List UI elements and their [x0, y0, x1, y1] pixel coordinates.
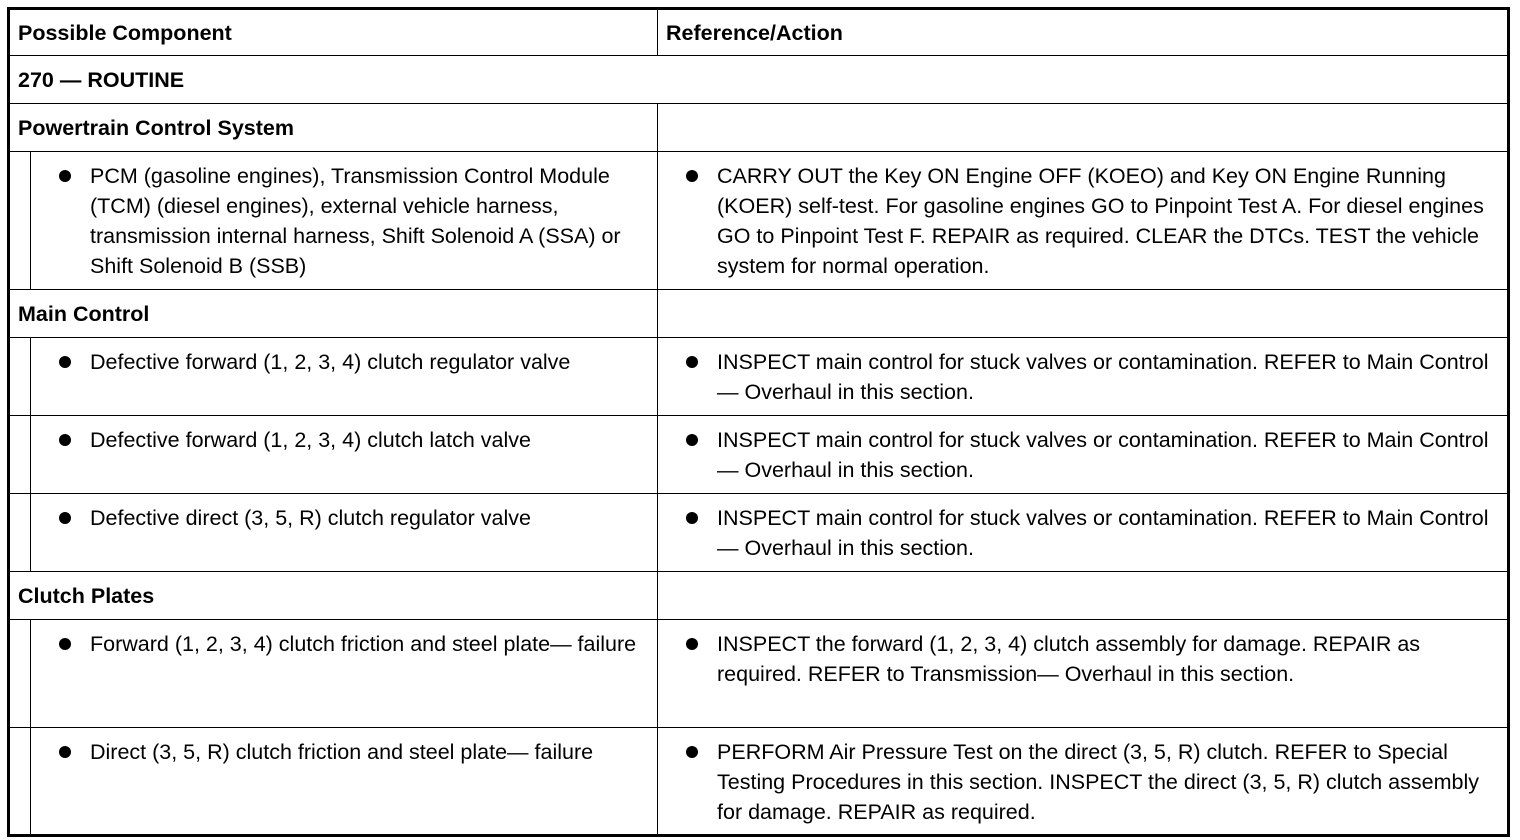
bullet-icon [686, 170, 698, 182]
indent-cell [9, 620, 31, 728]
routine-title: 270 — ROUTINE [9, 56, 1509, 104]
bullet-icon [59, 356, 71, 368]
section-row [9, 290, 1509, 338]
action-cell [658, 416, 1509, 494]
section-row [9, 572, 1509, 620]
diagnostic-table-container [7, 7, 1507, 832]
indent-cell [9, 728, 31, 836]
action-text: INSPECT main control for stuck valves or contamination. REFER to Main Control— Overhaul in this section. [717, 350, 1489, 404]
action-text: PERFORM Air Pressure Test on the direct (3, 5, R) clutch. REFER to Special Testing Procedures in this section. INSPECT the direct (3, 5, R) clutch assembly for damage. REPAIR as required. [717, 740, 1479, 824]
section-title: Clutch Plates [9, 572, 658, 620]
section-empty-cell [658, 572, 1509, 620]
action-cell [658, 338, 1509, 416]
section-title: Main Control [9, 290, 658, 338]
component-text: Defective direct (3, 5, R) clutch regulator valve [90, 506, 531, 530]
indent-cell [9, 416, 31, 494]
action-text: INSPECT main control for stuck valves or contamination. REFER to Main Control— Overhaul in this section. [717, 428, 1489, 482]
indent-cell [9, 338, 31, 416]
component-cell [31, 338, 658, 416]
table-row [9, 416, 1509, 494]
action-cell [658, 152, 1509, 290]
section-row [9, 104, 1509, 152]
bullet-icon [686, 356, 698, 368]
component-text: PCM (gasoline engines), Transmission Control Module (TCM) (diesel engines), external vehicle harness, transmission internal harness, Shift Solenoid A (SSA) or Shift Solenoid B (SSB) [90, 164, 621, 278]
component-text: Defective forward (1, 2, 3, 4) clutch latch valve [90, 428, 531, 452]
table-row [9, 728, 1509, 836]
bullet-icon [59, 746, 71, 758]
component-text: Direct (3, 5, R) clutch friction and steel plate— failure [90, 740, 594, 764]
header-component-label: Possible Component [18, 20, 232, 45]
component-cell [31, 494, 658, 572]
section-empty-cell [658, 290, 1509, 338]
title-row [9, 56, 1509, 104]
table-row [9, 620, 1509, 728]
component-text: Forward (1, 2, 3, 4) clutch friction and steel plate— failure [90, 632, 637, 656]
header-possible-component [9, 9, 658, 56]
section-title: Powertrain Control System [9, 104, 658, 152]
header-reference-label: Reference/Action [666, 20, 843, 45]
action-cell [658, 620, 1509, 728]
table-row [9, 152, 1509, 290]
table-row [9, 494, 1509, 572]
component-cell [31, 620, 658, 728]
component-text: Defective forward (1, 2, 3, 4) clutch regulator valve [90, 350, 571, 374]
action-cell [658, 494, 1509, 572]
diagnostic-table [7, 7, 1510, 837]
component-cell [31, 416, 658, 494]
bullet-icon [686, 512, 698, 524]
bullet-icon [59, 512, 71, 524]
table-row [9, 338, 1509, 416]
indent-cell [9, 494, 31, 572]
action-text: CARRY OUT the Key ON Engine OFF (KOEO) and Key ON Engine Running (KOER) self-test. For gasoline engines GO to Pinpoint Test A. For diesel engines GO to Pinpoint Test F. REPAIR as required. CLEAR the DTCs. TEST the vehicle system for normal operation. [717, 164, 1484, 278]
action-text: INSPECT the forward (1, 2, 3, 4) clutch assembly for damage. REPAIR as required. REFER to Transmission— Overhaul in this section. [717, 632, 1421, 686]
table-header-row [9, 9, 1509, 56]
indent-cell [9, 152, 31, 290]
action-cell [658, 728, 1509, 836]
component-cell [31, 728, 658, 836]
bullet-icon [686, 638, 698, 650]
component-cell [31, 152, 658, 290]
action-text: INSPECT main control for stuck valves or contamination. REFER to Main Control— Overhaul in this section. [717, 506, 1489, 560]
bullet-icon [59, 434, 71, 446]
section-empty-cell [658, 104, 1509, 152]
bullet-icon [686, 746, 698, 758]
bullet-icon [686, 434, 698, 446]
bullet-icon [59, 170, 71, 182]
header-reference-action [658, 9, 1509, 56]
bullet-icon [59, 638, 71, 650]
